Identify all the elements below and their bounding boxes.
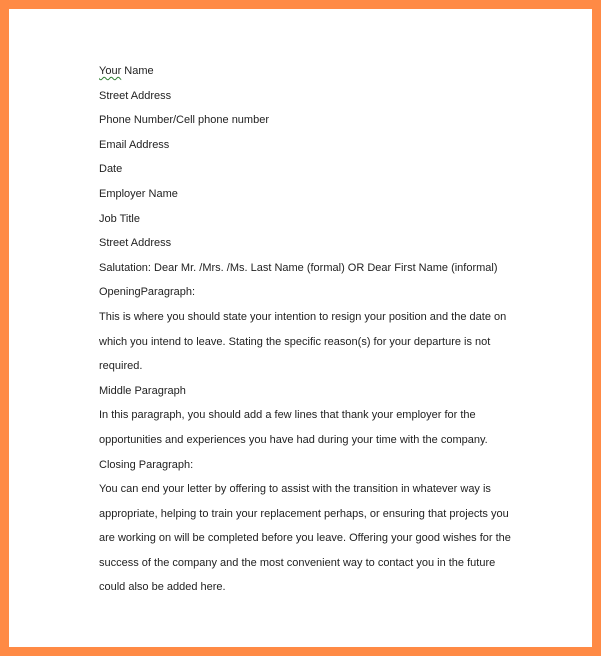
sender-email: Email Address — [99, 138, 170, 151]
sender-name-rest: Name — [121, 65, 154, 77]
employer-name: Employer Name — [99, 187, 178, 200]
middle-heading: Middle Paragraph — [99, 384, 186, 397]
letter-template — [99, 59, 519, 600]
middle-line: In this paragraph, you should add a few lines that thank your employer for the — [99, 409, 476, 422]
job-title: Job Title — [99, 212, 140, 225]
closing-line: You can end your letter by offering to assist with the transition in whatever way is — [99, 483, 491, 496]
closing-line: appropriate, helping to train your replacement perhaps, or ensuring that projects you — [99, 507, 509, 520]
opening-line: which you intend to leave. Stating the specific reason(s) for your departure is not — [99, 335, 491, 348]
sender-name — [99, 59, 519, 84]
sender-phone: Phone Number/Cell phone number — [99, 114, 269, 127]
employer-street: Street Address — [99, 237, 172, 250]
opening-heading: OpeningParagraph: — [99, 286, 196, 299]
letter-date: Date — [99, 163, 123, 176]
middle-line: opportunities and experiences you have had during your time with the company. — [99, 433, 488, 446]
sender-name-first: Your — [99, 65, 122, 77]
closing-line: success of the company and the most convenient way to contact you in the future — [99, 556, 496, 569]
opening-line: This is where you should state your intention to resign your position and the date on — [99, 310, 507, 323]
document-page — [9, 9, 592, 647]
closing-heading: Closing Paragraph: — [99, 458, 194, 471]
opening-line: required. — [99, 360, 143, 373]
salutation: Salutation: Dear Mr. /Mrs. /Ms. Last Name (formal) OR Dear First Name (informal) — [99, 261, 498, 274]
closing-line: are working on will be completed before you leave. Offering your good wishes for the — [99, 532, 511, 545]
closing-line: could also be added here. — [99, 581, 226, 594]
sender-street: Street Address — [99, 89, 172, 102]
